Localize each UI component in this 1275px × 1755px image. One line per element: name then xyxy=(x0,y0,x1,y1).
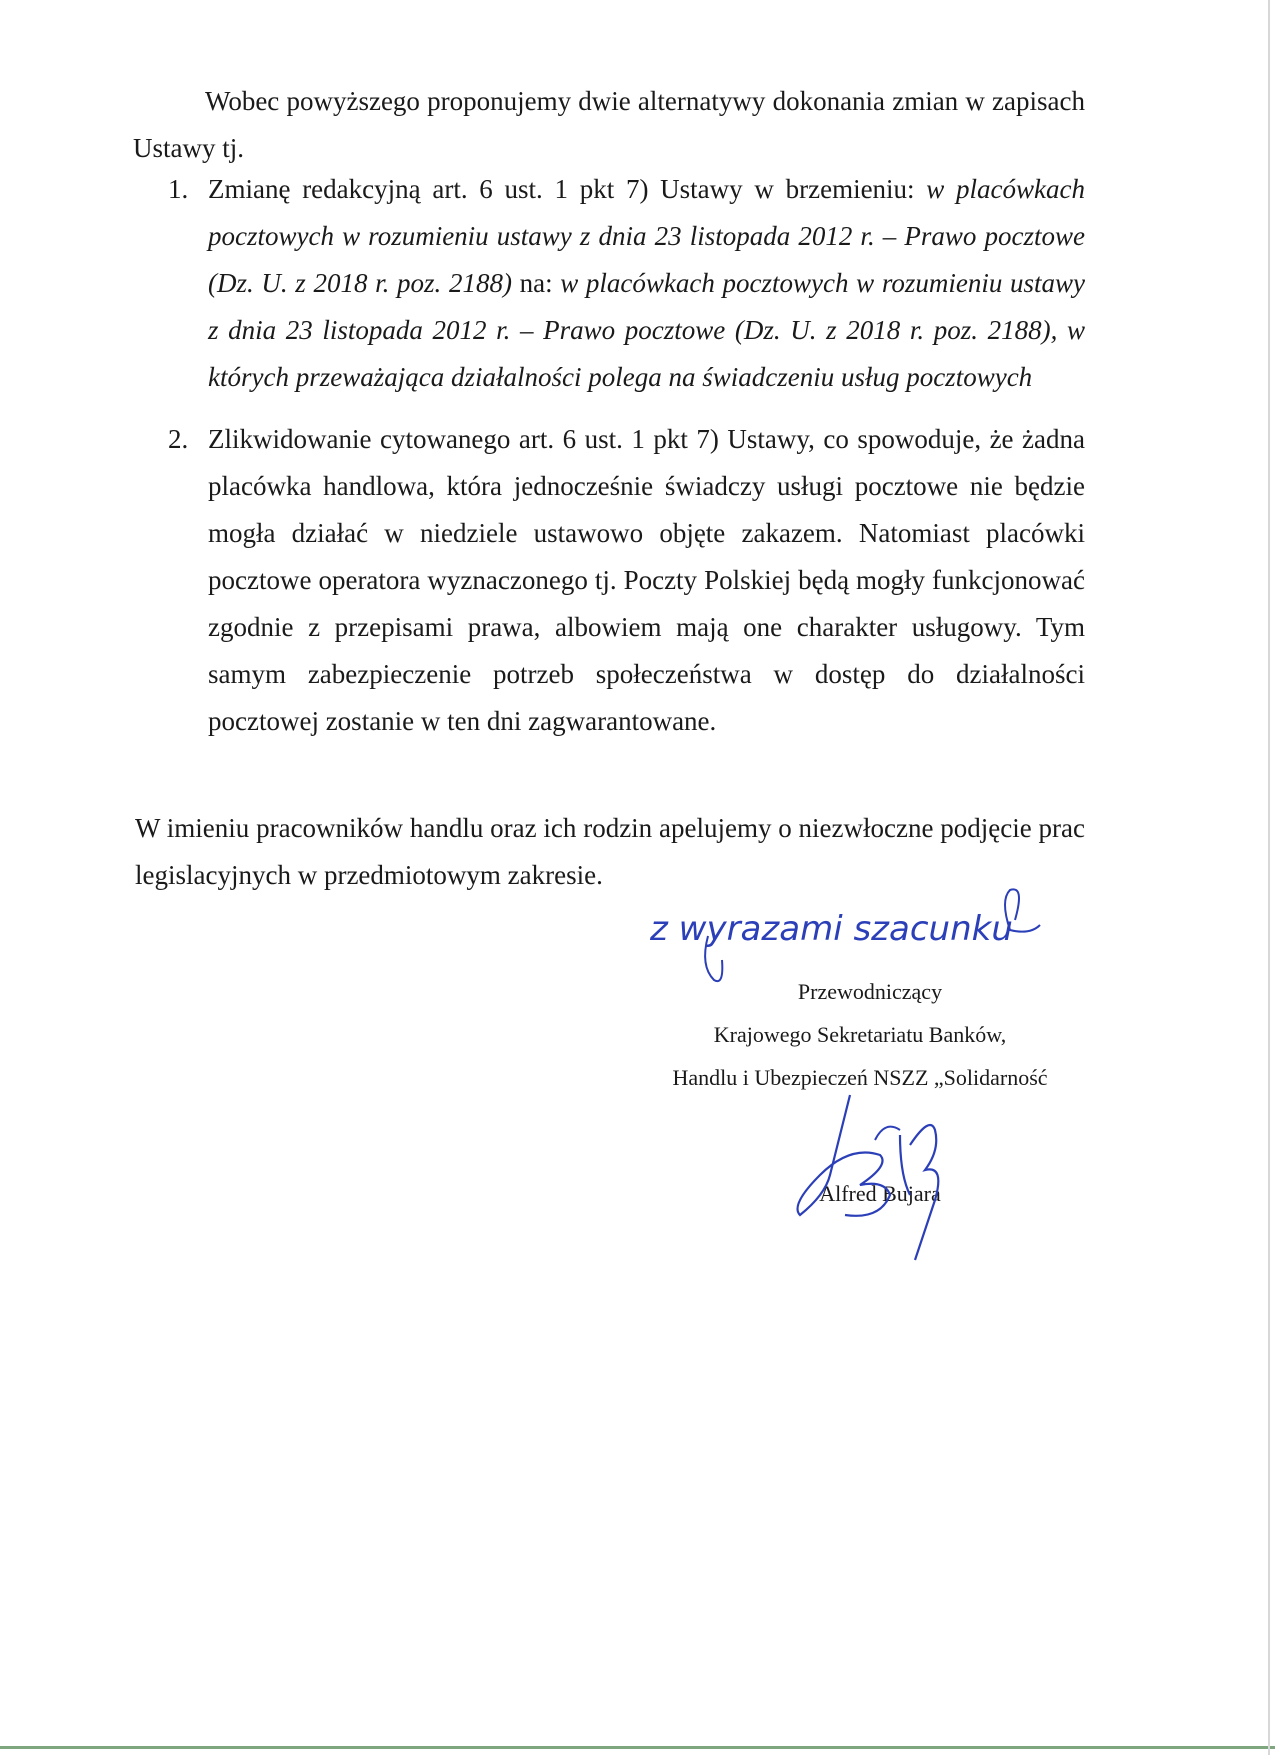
quoted-proposed-text: w placówkach pocztowych w rozumieniu ustawy z dnia 23 listopada 2012 r. – Prawo pocztowe (Dz. U. z 2018 r. poz. 2188), w których przeważająca działalności polega na świadczeniu usług pocztowych xyxy=(208,268,1085,392)
list-item-plain-mid: na: xyxy=(511,268,561,298)
list-number: 1. xyxy=(168,174,189,204)
signer-name: Alfred Bujara xyxy=(819,1181,941,1206)
scan-edge-bottom xyxy=(0,1746,1275,1749)
handwritten-greeting-text: z wyrazami szacunku xyxy=(650,909,1013,949)
list-item-body xyxy=(208,166,1085,401)
closing-paragraph: W imieniu pracowników handlu oraz ich rodzin apelujemy o niezwłoczne podjęcie prac legislacyjnych w przedmiotowym zakresie. xyxy=(135,813,1085,890)
handwritten-signature xyxy=(790,1085,980,1275)
scan-edge-right xyxy=(1268,0,1270,1755)
list-item-body: Zlikwidowanie cytowanego art. 6 ust. 1 pkt 7) Ustawy, co spowoduje, że żadna placówka handlowa, która jednocześnie świadczy usługi pocztowe nie będzie mogła działać w niedziele ustawowo objęte zakazem. Natomiast placówki pocztowe operatora wyznaczonego tj. Poczty Polskiej będą mogły funkcjonować zgodnie z przepisami prawa, albowiem mają one charakter usługowy. Tym samym zabezpieczenie potrzeb społeczeństwa w dostęp do działalności pocztowej zostanie w ten dni zagwarantowane. xyxy=(208,424,1085,736)
list-number: 2. xyxy=(168,424,189,454)
quoted-original-text: w placówkach pocztowych w rozumieniu ustawy z dnia 23 listopada 2012 r. – Prawo pocztowe (Dz. U. z 2018 r. poz. 2188) xyxy=(208,174,1085,298)
intro-paragraph: Wobec powyższego proponujemy dwie alternatywy dokonania zmian w zapisach Ustawy tj. xyxy=(133,86,1085,163)
signature-title-line3: Handlu i Ubezpieczeń NSZZ „Solidarność xyxy=(672,1065,1048,1090)
signature-title-block xyxy=(600,970,1120,1099)
signature-title-line2: Krajowego Sekretariatu Banków, xyxy=(713,1022,1007,1047)
signature-title-line1: Przewodniczący xyxy=(797,979,943,1004)
list-item-plain-start: Zmianę redakcyjną art. 6 ust. 1 pkt 7) Ustawy w brzemieniu: xyxy=(208,174,927,204)
